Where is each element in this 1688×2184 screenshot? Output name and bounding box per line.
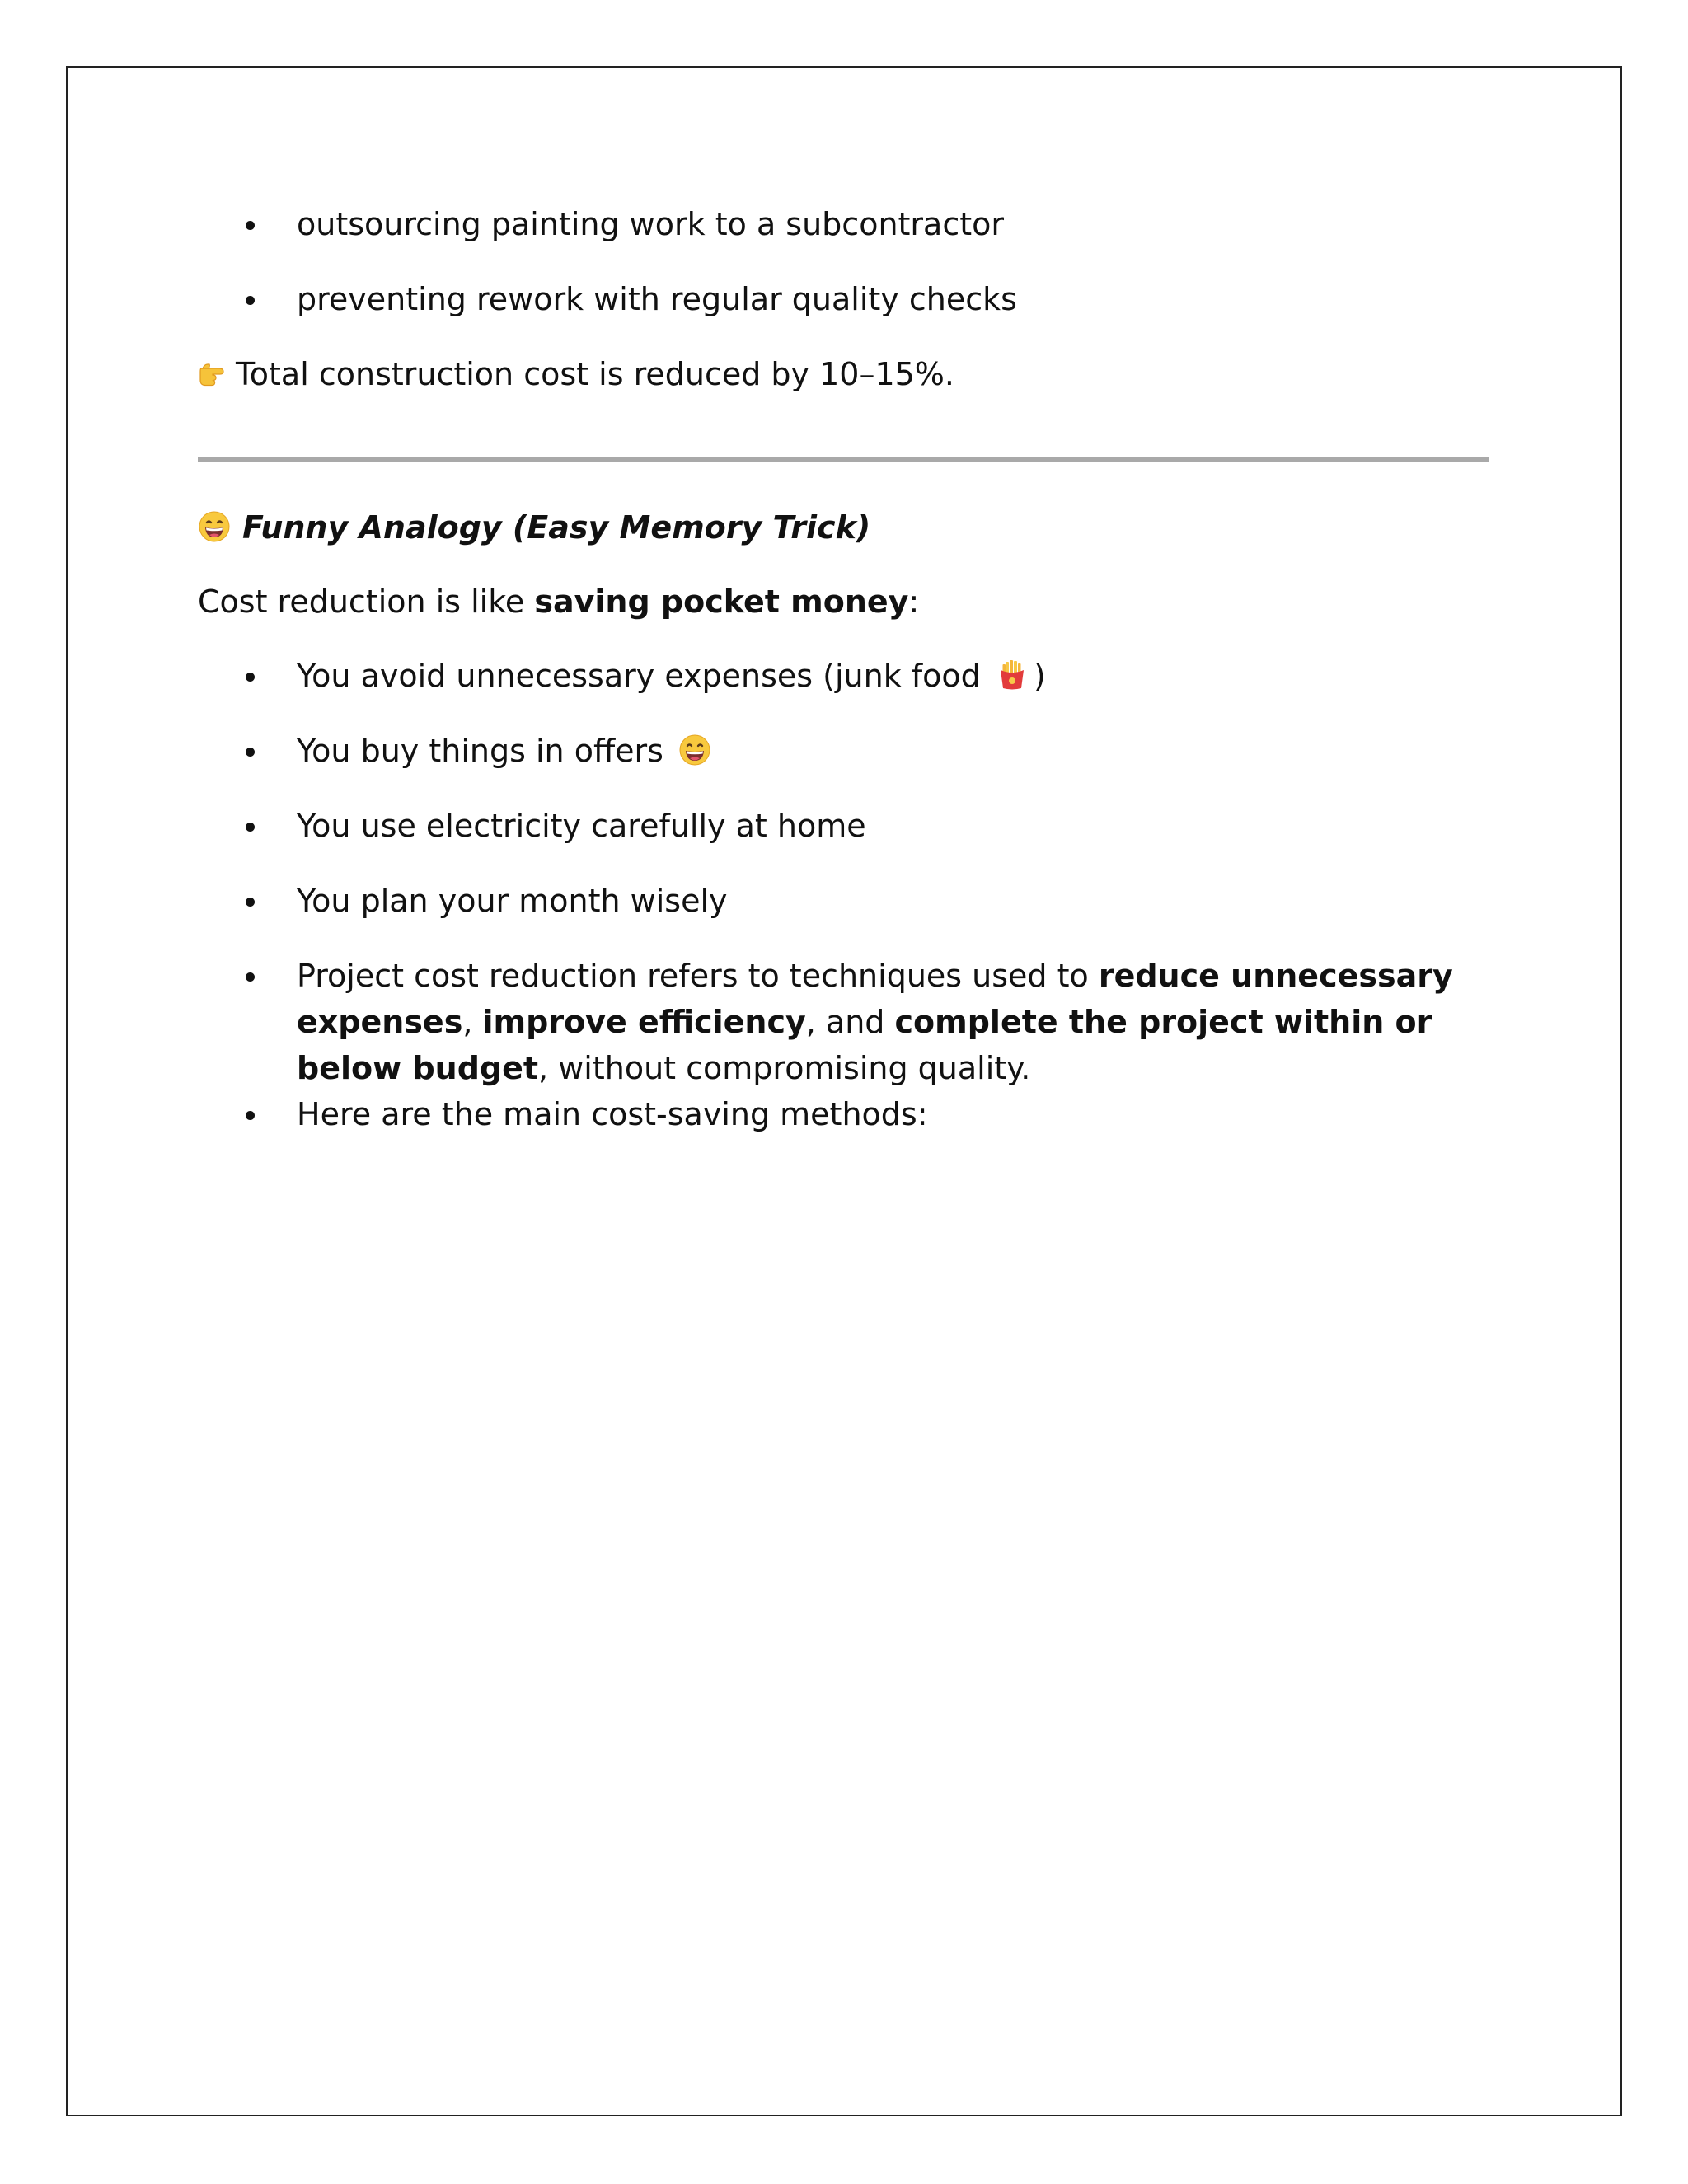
list-item-text: You avoid unnecessary expenses (junk food	[297, 658, 991, 694]
definition-bold: complete the project within or below budget	[297, 1004, 1432, 1086]
definition-text: , and	[805, 1004, 895, 1040]
list-item-text: You use electricity carefully at home	[297, 808, 866, 844]
intro-suffix: :	[908, 583, 920, 620]
list-item	[198, 201, 1484, 247]
horizontal-divider	[198, 457, 1489, 462]
definition-text: , without compromising quality.	[538, 1050, 1031, 1086]
intro-line	[198, 579, 919, 625]
list-item-text: Here are the main cost-saving methods:	[297, 1096, 928, 1132]
list-item	[198, 878, 1484, 924]
list-item	[198, 953, 1484, 1091]
definition-bold: reduce unnecessary expenses	[297, 958, 1453, 1040]
grinning-face-icon	[678, 733, 711, 766]
analogy-list	[198, 653, 1484, 1137]
intro-bold: saving pocket money	[534, 583, 909, 620]
list-item	[198, 803, 1484, 849]
list-item-text: You plan your month wisely	[297, 883, 728, 919]
pointing-right-hand-icon	[198, 357, 231, 390]
bullet-dot	[246, 221, 255, 230]
section-heading-text: Funny Analogy (Easy Memory Trick)	[242, 509, 871, 546]
total-cost-text: Total construction cost is reduced by 10–15%.	[236, 356, 954, 392]
definition-text: Project cost reduction refers to techniques used to	[297, 958, 1099, 994]
bullet-dot	[246, 898, 255, 907]
fries-icon	[996, 658, 1029, 691]
list-item-suffix: )	[1033, 658, 1046, 694]
list-item	[198, 653, 1484, 699]
list-item	[198, 276, 1484, 322]
bullet-dot	[246, 972, 255, 982]
intro-prefix: Cost reduction is like	[198, 583, 535, 620]
list-item	[198, 1091, 1484, 1137]
bullet-dot	[246, 296, 255, 305]
list-item-text: preventing rework with regular quality checks	[297, 281, 1017, 317]
list-item	[198, 728, 1484, 774]
definition-bold: improve efficiency	[482, 1004, 806, 1040]
definition-text: ,	[462, 1004, 483, 1040]
top-bullet-list	[198, 201, 1484, 351]
bullet-dot	[246, 673, 255, 682]
bullet-dot	[246, 1111, 255, 1120]
total-cost-line	[198, 351, 954, 397]
grinning-face-icon	[198, 510, 231, 543]
bullet-dot	[246, 823, 255, 832]
section-heading	[198, 504, 870, 551]
bullet-dot	[246, 748, 255, 757]
list-item-text: You buy things in offers	[297, 733, 674, 769]
list-item-text: outsourcing painting work to a subcontractor	[297, 206, 1005, 242]
